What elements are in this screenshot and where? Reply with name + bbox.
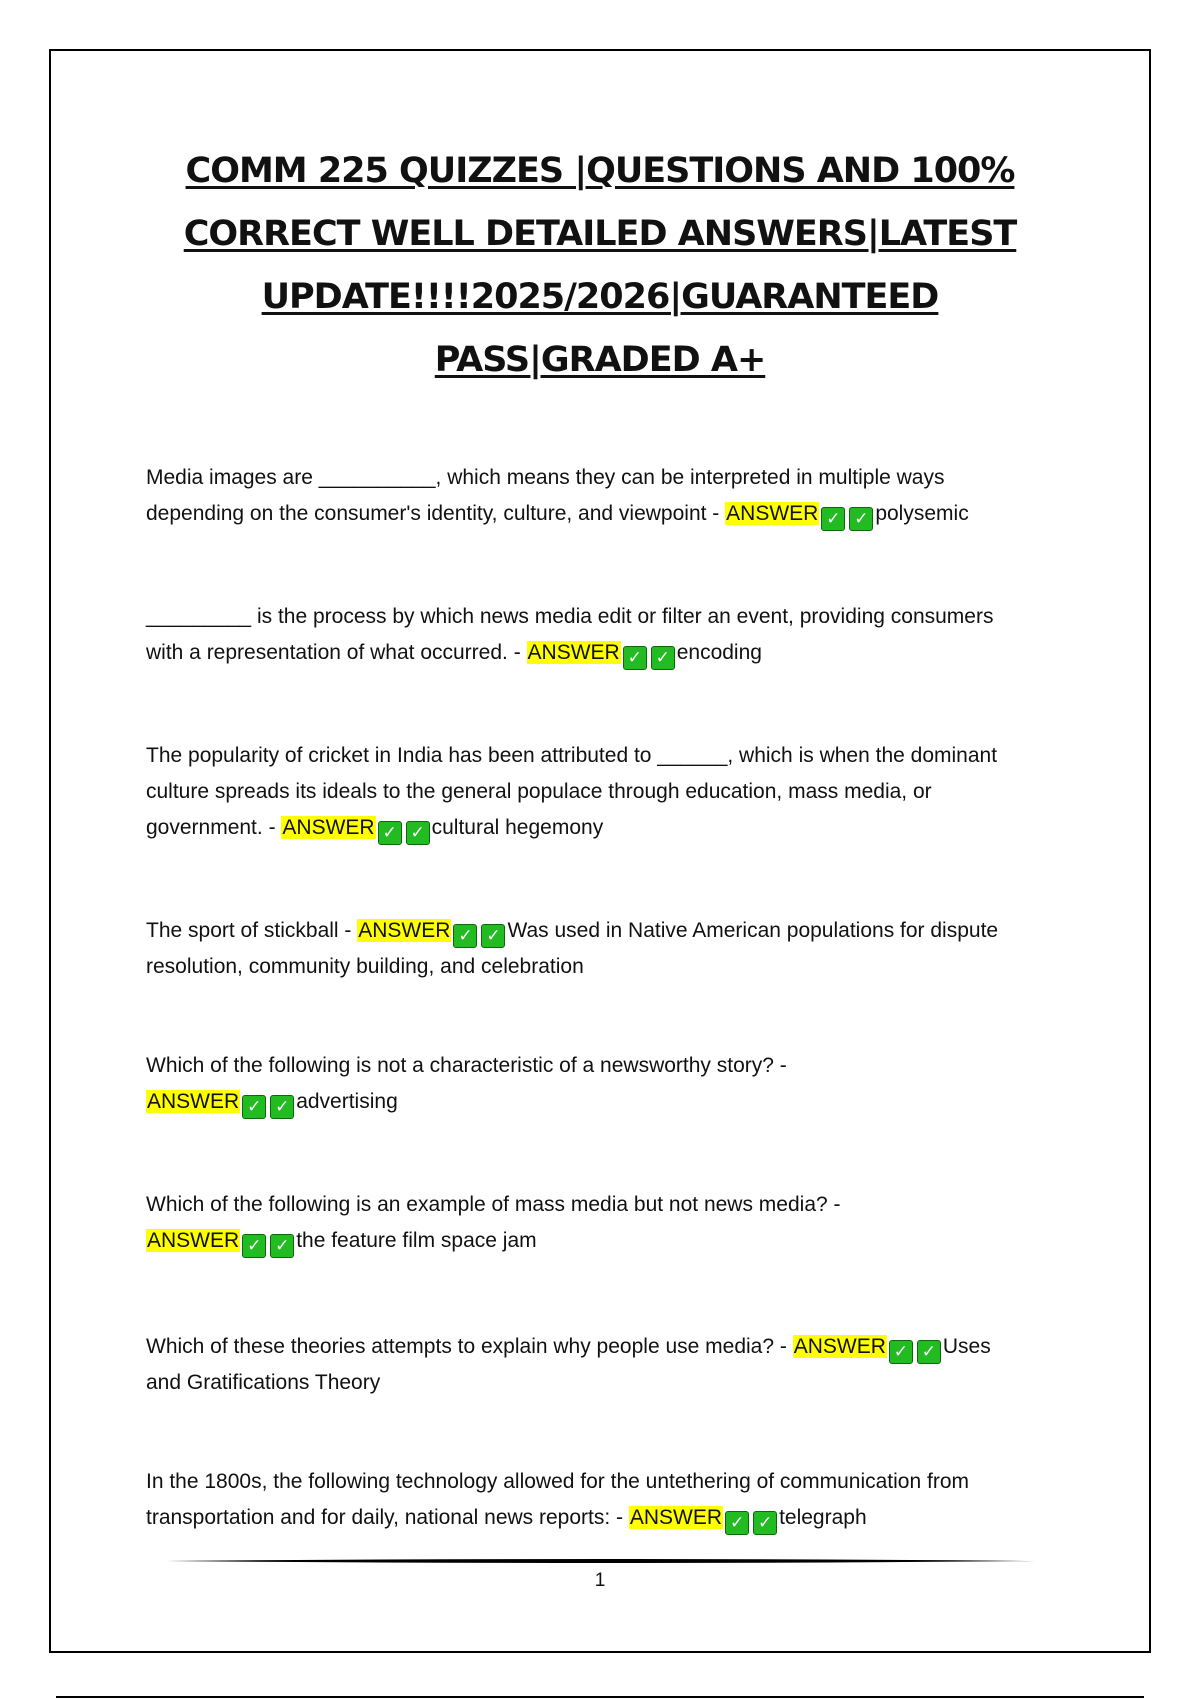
qa-item-8 — [146, 1464, 1066, 1536]
check-mark-icon: ✓ — [270, 1234, 294, 1258]
question-line: Which of the following is an example of mass media but not news media? - — [146, 1193, 841, 1216]
title-line-2: CORRECT WELL DETAILED ANSWERS|LATEST — [183, 214, 1017, 254]
answer-text: Uses — [942, 1335, 991, 1358]
check-mark-icon: ✓ — [406, 821, 430, 845]
answer-label: ANSWER — [147, 1229, 240, 1252]
qa-item-1 — [146, 460, 1066, 532]
title-line-1: COMM 225 QUIZZES |QUESTIONS AND 100% — [185, 151, 1015, 191]
qa-item-5 — [146, 1048, 1066, 1120]
question-line: Media images are __________, which means they can be interpreted in multiple ways — [146, 466, 945, 489]
check-mark-icon: ✓ — [378, 821, 402, 845]
qa-item-7 — [146, 1329, 1066, 1401]
question-line: The popularity of cricket in India has been attributed to ______, which is when the dominant — [146, 744, 998, 767]
check-mark-icon: ✓ — [242, 1095, 266, 1119]
answer-text: polysemic — [875, 502, 969, 525]
answer-label: ANSWER — [793, 1335, 886, 1358]
page-number: 1 — [594, 1570, 606, 1591]
title-line-3: UPDATE!!!!2025/2026|GUARANTEED — [261, 277, 939, 317]
answer-text: Was used in Native American populations for dispute — [507, 919, 999, 942]
check-mark-icon: ✓ — [481, 924, 505, 948]
question-line: depending on the consumer's identity, culture, and viewpoint - — [146, 502, 726, 525]
question-line: with a representation of what occurred. - — [146, 641, 527, 664]
check-mark-icon: ✓ — [917, 1340, 941, 1364]
answer-continuation: resolution, community building, and celebration — [146, 955, 584, 978]
check-mark-icon: ✓ — [623, 646, 647, 670]
check-mark-icon: ✓ — [753, 1511, 777, 1535]
title-line-4: PASS|GRADED A+ — [434, 340, 766, 380]
answer-text: encoding — [676, 641, 762, 664]
answer-text: advertising — [296, 1090, 398, 1113]
qa-item-3 — [146, 738, 1066, 846]
answer-continuation: and Gratifications Theory — [146, 1371, 381, 1394]
question-line: The sport of stickball - — [146, 919, 358, 942]
question-line: government. - — [146, 816, 282, 839]
answer-label: ANSWER — [147, 1090, 240, 1113]
question-line: Which of these theories attempts to explain why people use media? - — [146, 1335, 793, 1358]
question-line: In the 1800s, the following technology allowed for the untethering of communication from — [146, 1470, 969, 1493]
check-mark-icon: ✓ — [453, 924, 477, 948]
check-mark-icon: ✓ — [849, 507, 873, 531]
check-mark-icon: ✓ — [270, 1095, 294, 1119]
document-title — [120, 140, 1080, 392]
answer-text: the feature film space jam — [296, 1229, 537, 1252]
answer-label: ANSWER — [358, 919, 451, 942]
answer-text: cultural hegemony — [431, 816, 604, 839]
answer-label: ANSWER — [527, 641, 620, 664]
qa-item-2 — [146, 599, 1066, 671]
question-line: transportation and for daily, national news reports: - — [146, 1506, 629, 1529]
qa-item-6 — [146, 1187, 1066, 1259]
footer-rule — [166, 1558, 1036, 1564]
question-line: _________ is the process by which news media edit or filter an event, providing consumers — [146, 605, 994, 628]
check-mark-icon: ✓ — [889, 1340, 913, 1364]
qa-item-4 — [146, 913, 1066, 985]
answer-text: telegraph — [779, 1506, 867, 1529]
answer-label: ANSWER — [726, 502, 819, 525]
question-line: Which of the following is not a characteristic of a newsworthy story? - — [146, 1054, 787, 1077]
bottom-rule — [56, 1696, 1144, 1698]
answer-label: ANSWER — [282, 816, 375, 839]
check-mark-icon: ✓ — [242, 1234, 266, 1258]
check-mark-icon: ✓ — [821, 507, 845, 531]
check-mark-icon: ✓ — [725, 1511, 749, 1535]
answer-label: ANSWER — [629, 1506, 723, 1529]
check-mark-icon: ✓ — [651, 646, 675, 670]
question-line: culture spreads its ideals to the general populace through education, mass media, or — [146, 780, 932, 803]
